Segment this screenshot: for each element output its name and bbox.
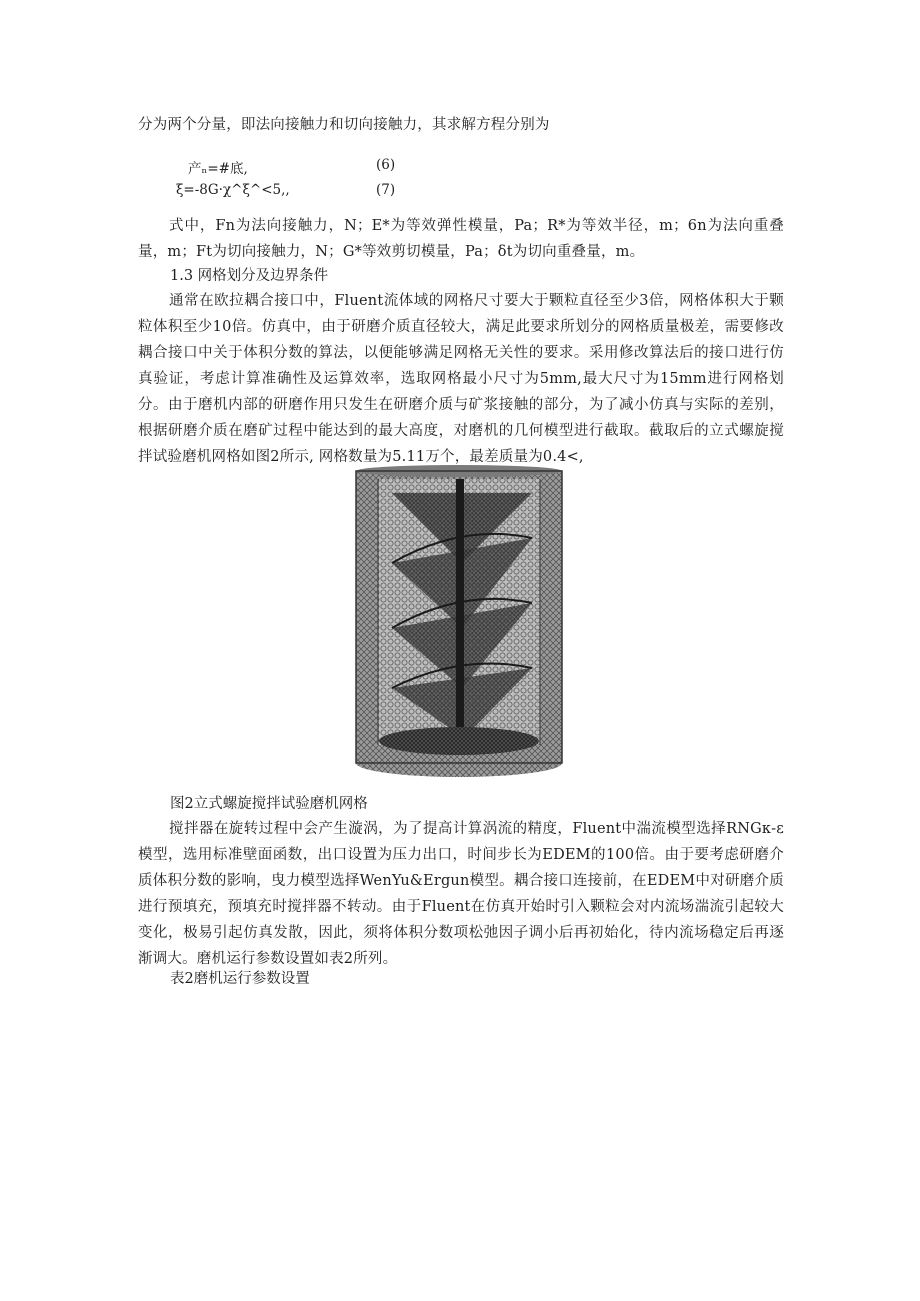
mill-mesh-image [352,463,567,781]
section-heading: 1.3 网格划分及边界条件 [170,268,329,284]
intro-line: 分为两个分量，即法向接触力和切向接触力，其求解方程分别为 [138,117,550,133]
equation-6: 产ₙ=#底, [188,161,248,177]
symbol-paragraph: 式中，Fn为法向接触力，N；E*为等效弹性模量，Pa；R*为等效半径，m；6n为法向重叠量，m；Ft为切向接触力，N；G*等效剪切模量，Pa；δt为切向重叠量，m。 [138,218,784,260]
figure-caption: 图2立式螺旋搅拌试验磨机网格 [170,796,368,812]
equation-7: ξ=-8G·χ^ξ^<5,, [176,182,290,198]
stirrer-paragraph: 搅拌器在旋转过程中会产生漩涡，为了提高计算涡流的精度，Fluent中湍流模型选择RNGκ-ε模型，选用标准壁面函数，出口设置为压力出口，时间步长为EDEM的100倍。由于要考虑研磨介质体积分数的影响，曳力模型选择WenYu&Ergun模型。耦合接口连接前，在EDEM中对研磨介质进行预填充，预填充时搅拌器不转动。由于Fluent在仿真开始时引入颗粒会对内流场湍流引起较大变化，极易引起仿真发散，因此，须将体积分数项松弛因子调小后再初始化，待内流场稳定后再逐渐调大。磨机运行参数设置如表2所列。 [138,821,784,967]
equation-7-number: (7) [376,182,396,198]
table-caption: 表2磨机运行参数设置 [170,971,310,987]
equation-6-number: (6) [376,157,396,173]
mill-mesh-figure [352,463,567,781]
mesh-paragraph: 通常在欧拉耦合接口中，Fluent流体域的网格尺寸要大于颗粒直径至少3倍，网格体积大于颗粒体积至少10倍。仿真中，由于研磨介质直径较大，满足此要求所划分的网格质量极差，需要修改耦合接口中关于体积分数的算法，以便能够满足网格无关性的要求。采用修改算法后的接口进行仿真验证，考虑计算准确性及运算效率，选取网格最小尺寸为5mm,最大尺寸为15mm进行网格划分。由于磨机内部的研磨作用只发生在研磨介质与矿浆接触的部分，为了减小仿真与实际的差别，根据研磨介质在磨矿过程中能达到的最大高度，对磨机的几何模型进行截取。截取后的立式螺旋搅拌试验磨机网格如图2所示, 网格数量为5.11万个，最差质量为0.4<, [138,293,784,465]
